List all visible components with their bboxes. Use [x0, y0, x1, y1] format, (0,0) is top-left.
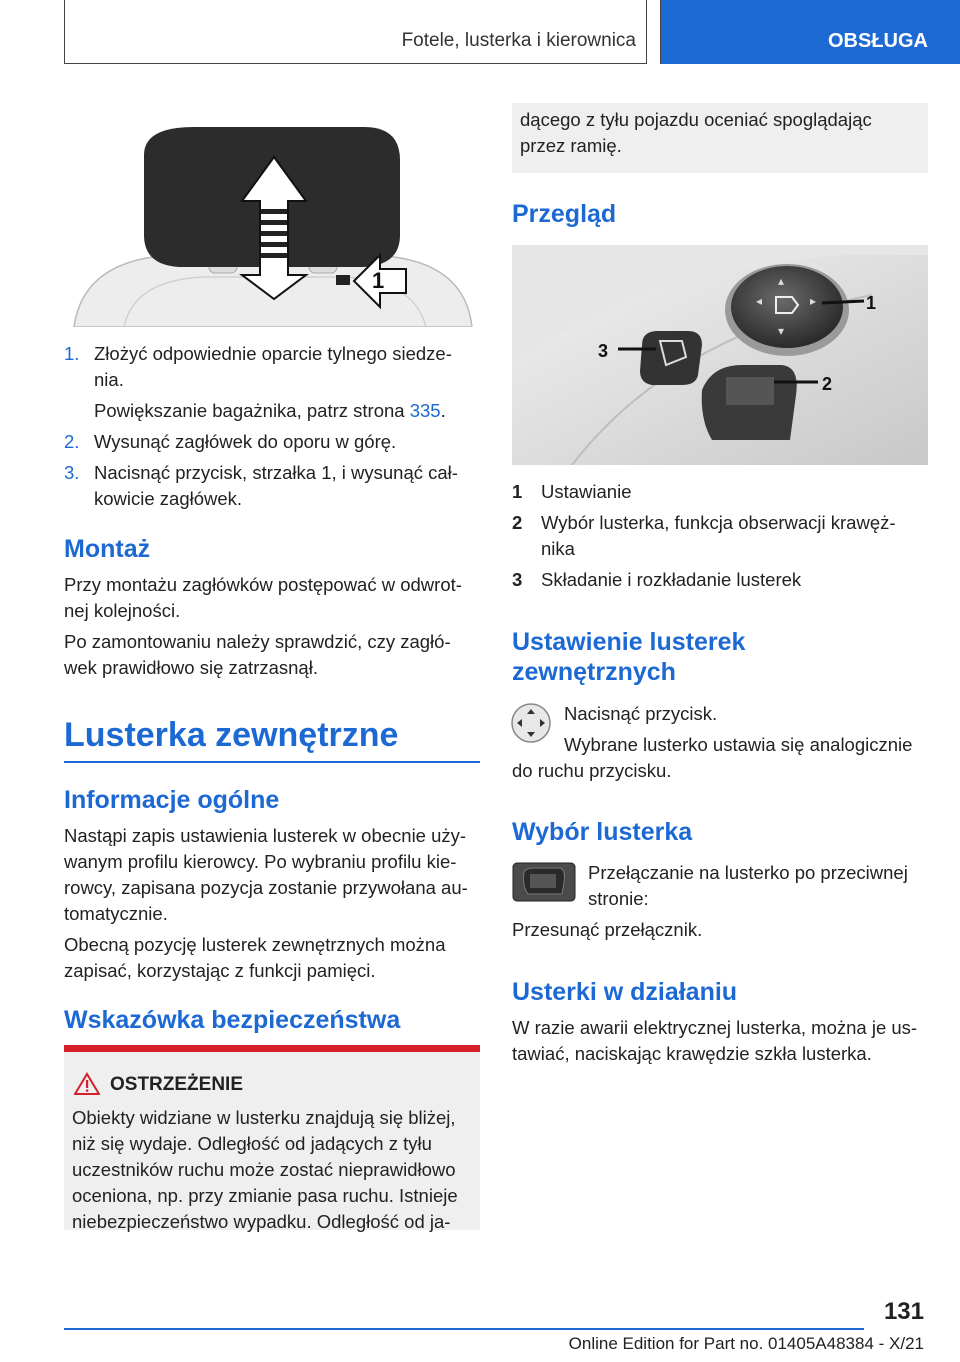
mirror-adjust-button-icon [510, 702, 552, 744]
page-number: 131 [883, 1298, 924, 1325]
mirror-select-switch-icon [512, 862, 576, 902]
step-3-text-l2: kowicie zagłówek. [94, 488, 243, 509]
svg-text:▸: ▸ [810, 294, 817, 308]
legend-2-text-l1: Wybór lusterka, funkcja obserwacji krawęż- [541, 512, 896, 533]
info-p2-l2: zapisać, korzystając z funkcji pamięci. [64, 960, 376, 981]
continuation-l1: dącego z tyłu pojazdu oceniać spoglądając [520, 109, 872, 130]
przeglad-heading: Przegląd [512, 200, 617, 228]
warning-line-4: oceniona, np. przy zmianie pasa ruchu. Istnieje [72, 1185, 458, 1206]
svg-text:▴: ▴ [778, 274, 785, 288]
section-tab-label: OBSŁUGA [828, 30, 928, 52]
legend-1-number: 1 [512, 481, 523, 502]
warning-label: OSTRZEŻENIE [110, 1074, 244, 1095]
svg-text:▾: ▾ [778, 324, 785, 338]
info-p1-l2: wanym profilu kierowcy. Po wybraniu profilu kie- [64, 851, 457, 872]
chapter-title: Fotele, lusterka i kierownica [401, 30, 636, 51]
montaz-p1-l1: Przy montażu zagłówków postępować w odwrot- [64, 574, 462, 595]
trunk-note-prefix: Powiększanie bagażnika, patrz strona [94, 400, 405, 421]
fault-l2: tawiać, naciskając krawędzie szkła lusterka. [512, 1043, 872, 1064]
adjust-p2-l2: do ruchu przycisku. [512, 760, 672, 781]
step-1-text-l1: Złożyć odpowiednie oparcie tylnego siedze- [94, 343, 452, 364]
legend-2-number: 2 [512, 512, 523, 533]
footer-edition: Online Edition for Part no. 01405A48384 - X/21 [568, 1334, 924, 1353]
safety-heading: Wskazówka bezpieczeństwa [64, 1006, 401, 1034]
info-p1-l1: Nastąpi zapis ustawienia lusterek w obecnie uży- [64, 825, 467, 846]
info-heading: Informacje ogólne [64, 786, 280, 814]
legend-3-text: Składanie i rozkładanie lusterek [541, 569, 802, 590]
montaz-p2-l2: wek prawidłowo się zatrzasnął. [64, 657, 318, 678]
trunk-note [94, 397, 446, 424]
legend-1-text: Ustawianie [541, 481, 632, 502]
montaz-p2-l1: Po zamontowaniu należy sprawdzić, czy zagłó- [64, 631, 451, 652]
mirror-callout-3: 3 [598, 341, 609, 361]
continuation-l2: przez ramię. [520, 135, 622, 156]
trunk-note-suffix: . [440, 400, 446, 421]
image-callout-1: 1 [372, 268, 385, 293]
trunk-page-link[interactable]: 335 [409, 400, 441, 421]
mirror-controls-image [512, 245, 928, 465]
step-1-text-l2: nia. [94, 369, 124, 390]
section-rule [64, 761, 480, 763]
footer-rule [64, 1328, 864, 1330]
section-tab[interactable] [660, 0, 960, 64]
fault-heading: Usterki w działaniu [512, 978, 738, 1006]
mirror-callout-2: 2 [822, 374, 833, 394]
headrest-image [64, 105, 480, 327]
section-title: Lusterka zewnętrzne [64, 716, 399, 754]
info-p1-l4: tomatycznie. [64, 903, 168, 924]
svg-text:◂: ◂ [756, 294, 763, 308]
warning-line-1: Obiekty widziane w lusterku znajdują się bliżej, [72, 1107, 456, 1128]
step-1-number: 1. [64, 343, 80, 364]
warning-line-3: uczestników ruchu może zostać nieprawidłowo [72, 1159, 456, 1180]
warning-line-5: niebezpieczeństwo wypadku. Odległość od ja- [72, 1211, 451, 1232]
select-heading: Wybór lusterka [512, 818, 693, 846]
warning-bar [64, 1045, 480, 1052]
select-p1-l2: stronie: [588, 888, 649, 909]
legend-3-number: 3 [512, 569, 523, 590]
header-bar [64, 0, 647, 64]
step-3-number: 3. [64, 462, 80, 483]
adjust-heading-l1: Ustawienie lusterek [512, 628, 746, 656]
info-p1-l3: rowcy, zapisana pozycja zostanie przywołana au- [64, 877, 468, 898]
step-2-number: 2. [64, 431, 80, 452]
adjust-p1: Nacisnąć przycisk. [564, 703, 718, 724]
adjust-p2-l1: Wybrane lusterko ustawia się analogicznie [564, 734, 913, 755]
info-p2-l1: Obecną pozycję lusterek zewnętrznych można [64, 934, 446, 955]
montaz-heading: Montaż [64, 535, 151, 563]
fault-l1: W razie awarii elektrycznej lusterka, można je us- [512, 1017, 918, 1038]
step-3-text-l1: Nacisnąć przycisk, strzałka 1, i wysunąć cał- [94, 462, 458, 483]
select-p1-l1: Przełączanie na lusterko po przeciwnej [588, 862, 908, 883]
adjust-heading-l2: zewnętrznych [512, 658, 676, 686]
step-2-text: Wysunąć zagłówek do oporu w górę. [94, 431, 397, 452]
warning-line-2: niż się wydaje. Odległość od jadących z tyłu [72, 1133, 432, 1154]
montaz-p1-l2: nej kolejności. [64, 600, 181, 621]
warning-triangle-icon [74, 1072, 100, 1096]
mirror-callout-1: 1 [866, 293, 877, 313]
select-p2: Przesunąć przełącznik. [512, 919, 703, 940]
legend-2-text-l2: nika [541, 538, 575, 559]
